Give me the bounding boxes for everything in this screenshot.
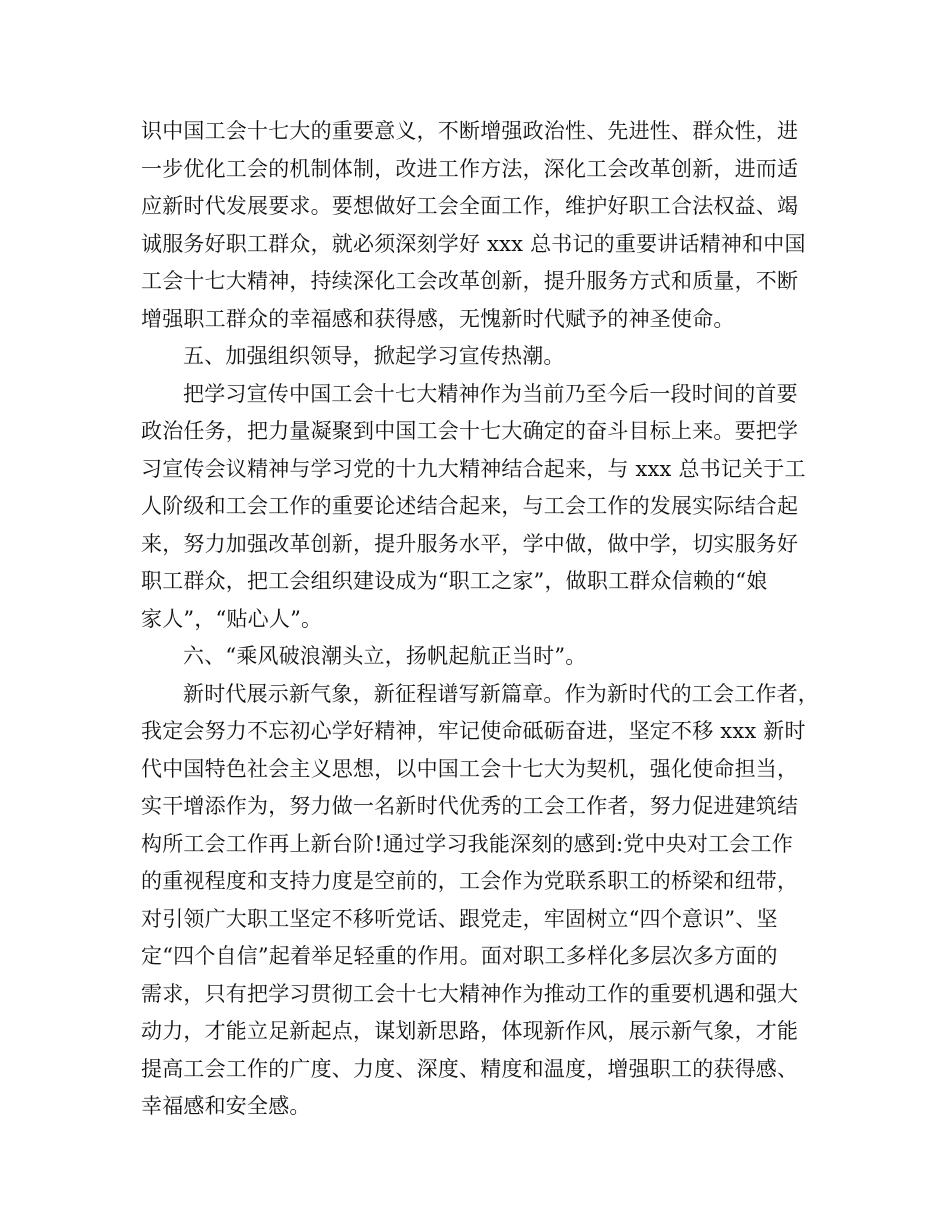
- text-line: 对引领广大职工坚定不移听党话、跟党走，牢固树立“四个意识”、坚: [141, 906, 778, 931]
- text-line: 新时代展示新气象，新征程谱写新篇章。作为新时代的工会工作者，: [183, 681, 819, 706]
- text-line: 把学习宣传中国工会十七大精神作为当前乃至今后一段时间的首要: [183, 381, 798, 406]
- text-line: 幸福感和安全感。: [141, 1094, 311, 1118]
- text-line: 代中国特色社会主义思想，以中国工会十七大为契机，强化使命担当，: [141, 756, 799, 781]
- text-line: 工会十七大精神，持续深化工会改革创新，提升服务方式和质量，不断: [141, 269, 799, 293]
- text-line: 诚服务好职工群众，就必须深刻学好 xxx 总书记的重要讲话精神和中国: [141, 231, 806, 256]
- text-line: 应新时代发展要求。要想做好工会全面工作，维护好职工合法权益、竭: [141, 194, 799, 218]
- text-line: 家人”，“贴心人”。: [141, 606, 323, 631]
- text-line: 需求，只有把学习贯彻工会十七大精神作为推动工作的重要机遇和强大: [141, 981, 799, 1006]
- text-line: 构所工会工作再上新台阶!通过学习我能深刻的感到:党中央对工会工作: [141, 831, 793, 856]
- text-line: 来，努力加强改革创新，提升服务水平，学中做，做中学，切实服务好: [141, 531, 799, 556]
- text-line: 习宣传会议精神与学习党的十九大精神结合起来，与 xxx 总书记关于工: [141, 456, 806, 481]
- section-heading: 六、“乘风破浪潮头立，扬帆起航正当时”。: [183, 644, 587, 668]
- text-line: 提高工会工作的广度、力度、深度、精度和温度，增强职工的获得感、: [141, 1056, 799, 1081]
- text-line: 的重视程度和支持力度是空前的，工会作为党联系职工的桥梁和纽带，: [141, 869, 799, 893]
- text-line: 定“四个自信”起着举足轻重的作用。面对职工多样化多层次多方面的: [141, 944, 778, 968]
- section-heading: 五、加强组织领导，掀起学习宣传热潮。: [183, 344, 565, 368]
- text-line: 政治任务，把力量凝聚到中国工会十七大确定的奋斗目标上来。要把学: [141, 419, 799, 443]
- text-line: 我定会努力不忘初心学好精神，牢记使命砥砺奋进，坚定不移 xxx 新时: [141, 719, 806, 743]
- text-line: 职工群众，把工会组织建设成为“职工之家”，做职工群众信赖的“娘: [141, 569, 768, 593]
- document-body: [141, 113, 821, 1126]
- text-line: 识中国工会十七大的重要意义，不断增强政治性、先进性、群众性，进: [141, 119, 799, 143]
- text-line: 增强职工群众的幸福感和获得感，无愧新时代赋予的神圣使命。: [141, 306, 735, 331]
- text-line: 实干增添作为，努力做一名新时代优秀的工会工作者，努力促进建筑结: [141, 794, 799, 818]
- text-line: 一步优化工会的机制体制，改进工作方法，深化工会改革创新，进而适: [141, 156, 799, 181]
- text-line: 人阶级和工会工作的重要论述结合起来，与工会工作的发展实际结合起: [141, 494, 799, 518]
- text-line: 动力，才能立足新起点，谋划新思路，体现新作风，展示新气象，才能: [141, 1019, 799, 1043]
